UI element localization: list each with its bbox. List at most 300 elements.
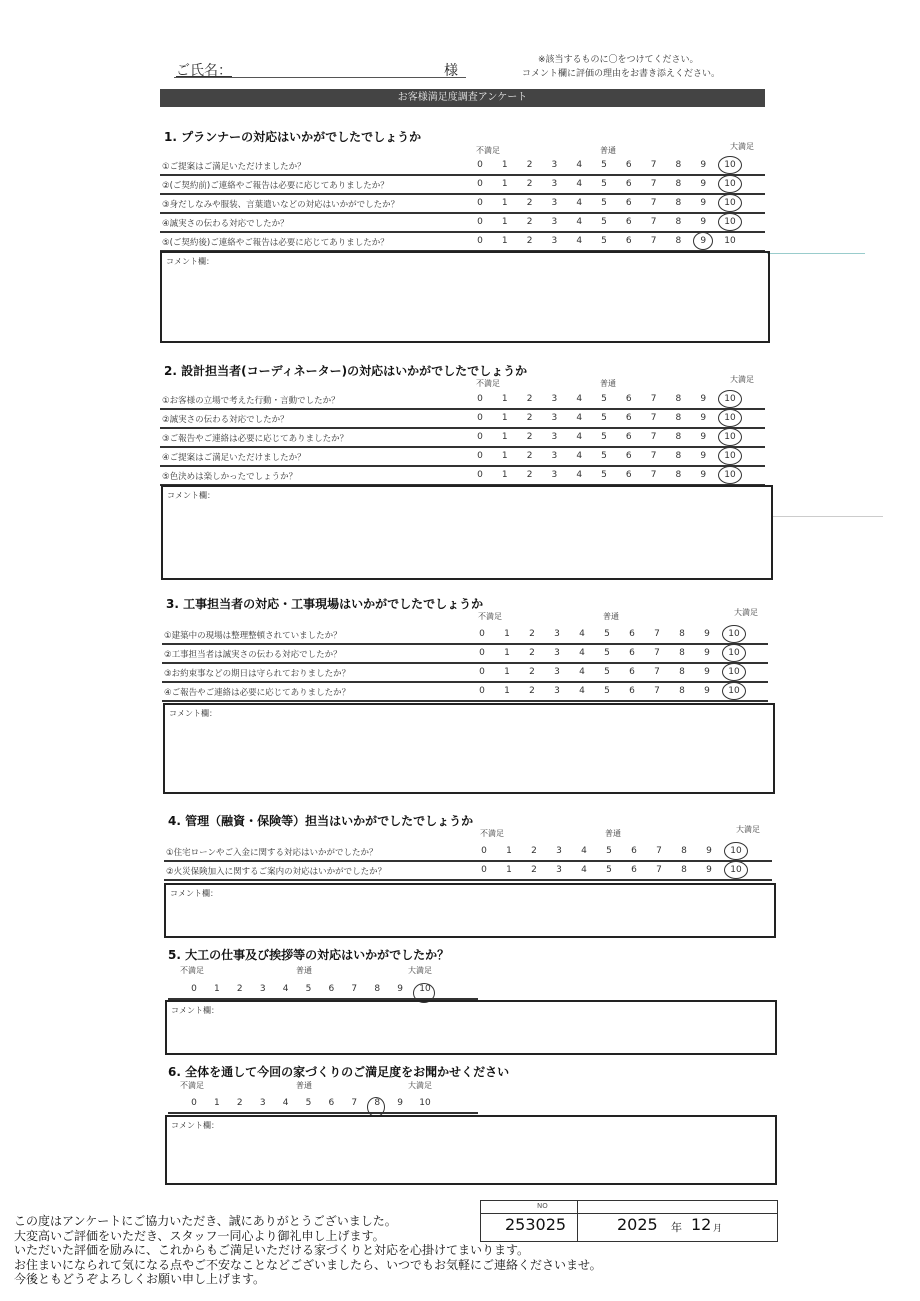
rating-option-2[interactable]: 2 <box>526 432 533 442</box>
rating-option-4[interactable]: 4 <box>581 846 587 856</box>
question-text: ④誠実さの伝わる対応でしたか？ <box>162 219 289 229</box>
rating-option-5[interactable]: 5 <box>601 179 607 189</box>
scale-mid-label: 普通 <box>600 146 616 155</box>
rating-option-4[interactable]: 4 <box>579 667 585 677</box>
stamp-no-label: NO <box>537 1202 548 1210</box>
question-row <box>160 214 765 233</box>
section-title[interactable]: 4. 管理（融資・保険等）担当はいかがでしたでしょうか <box>168 814 474 828</box>
rating-option-4[interactable]: 4 <box>579 686 585 696</box>
rating-option-5[interactable]: 5 <box>604 629 610 639</box>
rating-option-8[interactable]: 8 <box>675 432 682 442</box>
rating-option-10[interactable]: 10 <box>724 179 736 189</box>
rating-option-6[interactable]: 6 <box>625 470 632 480</box>
rating-option-0[interactable]: 0 <box>481 846 487 856</box>
scale-mid-label: 普通 <box>605 829 621 838</box>
rating-option-4[interactable]: 4 <box>581 865 587 875</box>
rating-option-5[interactable]: 5 <box>604 648 610 658</box>
rating-option-10[interactable]: 10 <box>728 686 740 696</box>
rating-option-9[interactable]: 9 <box>706 846 712 856</box>
question-row <box>160 391 765 410</box>
rating-option-5[interactable]: 5 <box>305 984 312 994</box>
question-row <box>162 664 768 683</box>
rating-option-1[interactable]: 1 <box>501 451 508 461</box>
scale-high-label: 大満足 <box>736 825 760 834</box>
rating-option-1[interactable]: 1 <box>506 846 512 856</box>
rating-option-2[interactable]: 2 <box>531 846 537 856</box>
rating-option-3[interactable]: 3 <box>259 984 266 994</box>
rating-option-10[interactable]: 10 <box>724 470 736 480</box>
rating-option-6[interactable]: 6 <box>328 984 335 994</box>
rating-option-2[interactable]: 2 <box>526 217 533 227</box>
footer-line: この度はアンケートにご協力いただき、誠にありがとうございました。 <box>14 1214 397 1228</box>
question-text: ①お客様の立場で考えた行動・言動でしたか？ <box>162 396 340 406</box>
rating-option-4[interactable]: 4 <box>576 236 583 246</box>
rating-option-5[interactable]: 5 <box>601 451 607 461</box>
rating-option-7[interactable]: 7 <box>650 179 657 189</box>
rating-option-6[interactable]: 6 <box>629 648 635 658</box>
rating-option-2[interactable]: 2 <box>526 160 533 170</box>
scan-artifact-line <box>773 516 883 517</box>
rating-option-6[interactable]: 6 <box>625 160 632 170</box>
rating-option-7[interactable]: 7 <box>654 686 660 696</box>
rating-option-10[interactable]: 10 <box>724 198 736 208</box>
rating-option-5[interactable]: 5 <box>601 470 607 480</box>
rating-option-4[interactable]: 4 <box>579 648 585 658</box>
question-row <box>160 157 765 176</box>
rating-option-10[interactable]: 10 <box>728 667 740 677</box>
rating-option-3[interactable]: 3 <box>556 865 562 875</box>
document-number: 253025 <box>505 1215 567 1234</box>
selected-rating-circle <box>718 175 742 193</box>
rating-option-7[interactable]: 7 <box>650 470 657 480</box>
rating-option-4[interactable]: 4 <box>576 160 583 170</box>
rating-option-10[interactable]: 10 <box>728 629 740 639</box>
rating-option-9[interactable]: 9 <box>700 236 707 246</box>
rating-option-7[interactable]: 7 <box>654 667 660 677</box>
rating-option-3[interactable]: 3 <box>554 667 560 677</box>
rating-option-0[interactable]: 0 <box>477 236 483 246</box>
rating-option-0[interactable]: 0 <box>477 198 483 208</box>
footer-line: 今後ともどうぞよろしくお願い申し上げます。 <box>14 1272 266 1286</box>
rating-option-4[interactable]: 4 <box>576 179 583 189</box>
rating-option-7[interactable]: 7 <box>654 629 660 639</box>
rating-option-2[interactable]: 2 <box>529 629 535 639</box>
rating-option-8[interactable]: 8 <box>679 686 685 696</box>
document-year: 2025 <box>617 1215 658 1234</box>
rating-option-3[interactable]: 3 <box>551 432 558 442</box>
rating-option-1[interactable]: 1 <box>501 413 508 423</box>
rating-option-10[interactable]: 10 <box>724 160 736 170</box>
rating-option-10[interactable]: 10 <box>724 217 736 227</box>
rating-option-9[interactable]: 9 <box>704 667 710 677</box>
rating-option-8[interactable]: 8 <box>675 413 682 423</box>
rating-option-6[interactable]: 6 <box>629 629 635 639</box>
rating-option-2[interactable]: 2 <box>526 236 533 246</box>
selected-rating-circle <box>367 1097 385 1117</box>
rating-option-10[interactable]: 10 <box>724 236 736 246</box>
instruction-note-2: コメント欄に評価の理由をお書き添えください。 <box>522 69 721 79</box>
rating-option-0[interactable]: 0 <box>479 629 485 639</box>
rating-option-3[interactable]: 3 <box>551 451 558 461</box>
rating-option-5[interactable]: 5 <box>604 686 610 696</box>
rating-option-3[interactable]: 3 <box>259 1098 266 1108</box>
rating-option-6[interactable]: 6 <box>629 667 635 677</box>
instruction-note-1: ※該当するものに〇をつけてください。 <box>538 55 699 65</box>
rating-option-1[interactable]: 1 <box>501 432 508 442</box>
rating-option-1[interactable]: 1 <box>506 865 512 875</box>
selected-rating-circle <box>718 156 742 174</box>
selected-rating-circle <box>724 842 748 860</box>
rating-option-4[interactable]: 4 <box>282 1098 289 1108</box>
rating-option-9[interactable]: 9 <box>704 686 710 696</box>
rating-option-10[interactable]: 10 <box>419 1098 431 1108</box>
rating-option-8[interactable]: 8 <box>675 236 682 246</box>
rating-option-2[interactable]: 2 <box>526 179 533 189</box>
question-text: ④ご提案はご満足いただけましたか？ <box>162 453 306 463</box>
rating-option-1[interactable]: 1 <box>501 236 508 246</box>
question-row <box>160 176 765 195</box>
stamp-header <box>481 1201 777 1214</box>
rating-option-7[interactable]: 7 <box>654 648 660 658</box>
rating-option-5[interactable]: 5 <box>601 236 607 246</box>
rating-option-8[interactable]: 8 <box>679 648 685 658</box>
rating-option-10[interactable]: 10 <box>419 984 431 994</box>
rating-option-0[interactable]: 0 <box>479 686 485 696</box>
rating-option-6[interactable]: 6 <box>631 865 637 875</box>
comment-label: コメント欄： <box>169 709 217 718</box>
rating-option-4[interactable]: 4 <box>576 451 583 461</box>
scale-mid-label: 普通 <box>296 966 312 975</box>
question-text: ②火災保険加入に関するご案内の対応はいかがでしたか？ <box>166 867 387 877</box>
comment-box[interactable] <box>163 703 775 794</box>
rating-option-1[interactable]: 1 <box>501 198 508 208</box>
rating-option-0[interactable]: 0 <box>477 394 483 404</box>
rating-option-1[interactable]: 1 <box>214 1098 220 1108</box>
selected-rating-circle <box>722 682 746 700</box>
rating-option-2[interactable]: 2 <box>526 470 533 480</box>
rating-option-9[interactable]: 9 <box>700 217 707 227</box>
rating-option-9[interactable]: 9 <box>700 432 707 442</box>
rating-option-0[interactable]: 0 <box>191 984 197 994</box>
rating-option-5[interactable]: 5 <box>601 394 607 404</box>
rating-option-9[interactable]: 9 <box>700 179 707 189</box>
rating-option-6[interactable]: 6 <box>328 1098 335 1108</box>
rating-option-8[interactable]: 8 <box>675 470 682 480</box>
rating-option-6[interactable]: 6 <box>625 394 632 404</box>
rating-option-8[interactable]: 8 <box>681 865 687 875</box>
rating-option-8[interactable]: 8 <box>681 846 687 856</box>
rating-option-9[interactable]: 9 <box>704 648 710 658</box>
rating-option-0[interactable]: 0 <box>477 413 483 423</box>
selected-rating-circle <box>722 644 746 662</box>
document-month: 12 <box>691 1215 712 1234</box>
rating-option-5[interactable]: 5 <box>601 198 607 208</box>
question-text: ②誠実さの伝わる対応でしたか？ <box>162 415 289 425</box>
rating-option-4[interactable]: 4 <box>282 984 289 994</box>
rating-option-1[interactable]: 1 <box>504 686 510 696</box>
question-row <box>162 645 768 664</box>
selected-rating-circle <box>718 428 742 446</box>
document-stamp-box <box>480 1200 778 1242</box>
comment-label: コメント欄： <box>171 1006 219 1015</box>
question-row <box>160 467 765 486</box>
year-unit: 年 <box>671 1221 682 1234</box>
selected-rating-circle <box>718 390 742 408</box>
rating-option-4[interactable]: 4 <box>576 432 583 442</box>
rating-option-0[interactable]: 0 <box>477 470 483 480</box>
rating-option-1[interactable]: 1 <box>501 394 508 404</box>
rating-option-10[interactable]: 10 <box>730 846 742 856</box>
rating-option-6[interactable]: 6 <box>625 432 632 442</box>
scale-high-label: 大満足 <box>730 142 754 151</box>
selected-rating-circle <box>718 194 742 212</box>
rating-option-9[interactable]: 9 <box>397 1098 403 1108</box>
rating-option-6[interactable]: 6 <box>625 413 632 423</box>
question-row <box>160 195 765 214</box>
rating-option-1[interactable]: 1 <box>501 217 508 227</box>
question-row <box>164 843 772 862</box>
rating-option-5[interactable]: 5 <box>601 413 607 423</box>
section-title[interactable]: 1. プランナーの対応はいかがでしたでしょうか <box>164 130 422 144</box>
rating-option-7[interactable]: 7 <box>650 198 657 208</box>
rating-option-3[interactable]: 3 <box>556 846 562 856</box>
question-row <box>160 233 765 252</box>
rating-option-5[interactable]: 5 <box>601 217 607 227</box>
scale-high-label: 大満足 <box>730 375 754 384</box>
rating-option-0[interactable]: 0 <box>477 217 483 227</box>
scale-high-label: 大満足 <box>408 1081 432 1090</box>
scale-low-label: 不満足 <box>480 829 504 838</box>
question-text: ②工事担当者は誠実さの伝わる対応でしたか？ <box>164 650 342 660</box>
rating-option-6[interactable]: 6 <box>625 217 632 227</box>
question-text: ⑤(ご契約後)ご連絡やご報告は必要に応じてありましたか？ <box>162 238 389 248</box>
rating-option-8[interactable]: 8 <box>675 217 682 227</box>
selected-rating-circle <box>724 861 748 879</box>
rating-option-7[interactable]: 7 <box>656 865 662 875</box>
selected-rating-circle <box>718 213 742 231</box>
rating-option-9[interactable]: 9 <box>700 470 707 480</box>
rating-option-6[interactable]: 6 <box>631 846 637 856</box>
comment-label: コメント欄： <box>171 1121 219 1130</box>
rating-option-1[interactable]: 1 <box>501 179 508 189</box>
scale-mid-label: 普通 <box>603 612 619 621</box>
rating-option-5[interactable]: 5 <box>606 865 612 875</box>
rating-option-9[interactable]: 9 <box>700 451 707 461</box>
rating-option-2[interactable]: 2 <box>526 198 533 208</box>
rating-option-1[interactable]: 1 <box>501 160 508 170</box>
question-text: ①建築中の現場は整理整頓されていましたか？ <box>164 631 342 641</box>
comment-label: コメント欄： <box>167 491 215 500</box>
rating-option-1[interactable]: 1 <box>504 667 510 677</box>
rating-option-8[interactable]: 8 <box>675 160 682 170</box>
rating-option-2[interactable]: 2 <box>236 1098 243 1108</box>
rating-option-3[interactable]: 3 <box>551 413 558 423</box>
rating-option-10[interactable]: 10 <box>724 394 736 404</box>
rating-option-7[interactable]: 7 <box>650 432 657 442</box>
rating-option-0[interactable]: 0 <box>477 451 483 461</box>
rating-option-4[interactable]: 4 <box>576 394 583 404</box>
rating-option-7[interactable]: 7 <box>650 394 657 404</box>
rating-option-10[interactable]: 10 <box>728 648 740 658</box>
selected-rating-circle <box>718 409 742 427</box>
name-underline <box>174 77 466 78</box>
question-row <box>160 410 765 429</box>
rating-option-0[interactable]: 0 <box>191 1098 197 1108</box>
comment-box[interactable] <box>165 1115 777 1185</box>
rating-option-10[interactable]: 10 <box>724 451 736 461</box>
rating-option-8[interactable]: 8 <box>675 451 682 461</box>
question-text: ④ご報告やご連絡は必要に応じてありましたか？ <box>164 688 351 698</box>
question-text: ③ご報告やご連絡は必要に応じてありましたか？ <box>162 434 349 444</box>
section-title: 5. 大工の仕事及び挨拶等の対応はいかがでしたか？ <box>168 948 450 962</box>
rating-option-3[interactable]: 3 <box>551 160 558 170</box>
rating-option-3[interactable]: 3 <box>551 394 558 404</box>
question-row <box>164 862 772 881</box>
rating-option-0[interactable]: 0 <box>477 432 483 442</box>
rating-option-8[interactable]: 8 <box>679 629 685 639</box>
rating-option-3[interactable]: 3 <box>551 179 558 189</box>
rating-option-0[interactable]: 0 <box>477 179 483 189</box>
month-unit: 月 <box>713 1224 723 1234</box>
rating-option-8[interactable]: 8 <box>675 179 682 189</box>
rating-option-7[interactable]: 7 <box>650 451 657 461</box>
rating-option-3[interactable]: 3 <box>554 686 560 696</box>
section-title[interactable]: 2. 設計担当者(コーディネーター)の対応はいかがでしたでしょうか <box>164 364 528 378</box>
rating-option-9[interactable]: 9 <box>700 160 707 170</box>
rating-option-3[interactable]: 3 <box>551 198 558 208</box>
comment-box[interactable] <box>164 883 776 938</box>
footer-line: お住まいになられて気になる点やご不安なことなどございましたら、いつでもお気軽にご連絡くださいませ。 <box>14 1257 602 1272</box>
rating-option-2[interactable]: 2 <box>236 984 243 994</box>
rating-option-6[interactable]: 6 <box>625 451 632 461</box>
scale-low-label: 不満足 <box>476 146 500 155</box>
rating-option-4[interactable]: 4 <box>576 470 583 480</box>
rating-option-0[interactable]: 0 <box>481 865 487 875</box>
comment-box[interactable] <box>160 251 770 343</box>
rating-option-1[interactable]: 1 <box>501 470 508 480</box>
rating-option-4[interactable]: 4 <box>576 413 583 423</box>
rating-option-2[interactable]: 2 <box>529 667 535 677</box>
question-text: ⑤色決めは楽しかったでしょうか？ <box>162 472 298 482</box>
scale-low-label: 不満足 <box>478 612 502 621</box>
question-text: ③身だしなみや服装、言葉遣いなどの対応はいかがでしたか？ <box>162 200 400 210</box>
rating-option-5[interactable]: 5 <box>601 432 607 442</box>
rating-option-2[interactable]: 2 <box>526 394 533 404</box>
rating-option-3[interactable]: 3 <box>554 648 560 658</box>
stamp-divider <box>577 1201 578 1241</box>
rating-option-1[interactable]: 1 <box>504 648 510 658</box>
rating-option-7[interactable]: 7 <box>650 217 657 227</box>
footer-line: いただいた評価を励みに、これからもご満足いただける家づくりと対応を心掛けてまいります。 <box>14 1243 530 1257</box>
comment-box[interactable] <box>165 1000 777 1055</box>
rating-option-0[interactable]: 0 <box>479 667 485 677</box>
selected-rating-circle <box>722 663 746 681</box>
rating-option-2[interactable]: 2 <box>531 865 537 875</box>
question-text: ②(ご契約前)ご連絡やご報告は必要に応じてありましたか？ <box>162 181 389 191</box>
honorific: 様 <box>444 63 458 79</box>
rating-option-6[interactable]: 6 <box>625 236 632 246</box>
rating-option-1[interactable]: 1 <box>504 629 510 639</box>
scale-low-label: 不満足 <box>476 379 500 388</box>
selected-rating-circle <box>718 447 742 465</box>
comment-label: コメント欄： <box>166 257 214 266</box>
section-title[interactable]: 3. 工事担当者の対応・工事現場はいかがでしたでしょうか <box>166 597 484 611</box>
question-text: ①ご提案はご満足いただけましたか？ <box>162 162 306 172</box>
rating-option-2[interactable]: 2 <box>529 686 535 696</box>
comment-box[interactable] <box>161 485 773 580</box>
rating-option-10[interactable]: 10 <box>724 432 736 442</box>
rating-option-7[interactable]: 7 <box>650 413 657 423</box>
rating-option-9[interactable]: 9 <box>706 865 712 875</box>
rating-option-7[interactable]: 7 <box>351 984 358 994</box>
rating-option-8[interactable]: 8 <box>679 667 685 677</box>
rating-option-7[interactable]: 7 <box>656 846 662 856</box>
rating-option-5[interactable]: 5 <box>606 846 612 856</box>
rating-option-7[interactable]: 7 <box>650 160 657 170</box>
rating-option-8[interactable]: 8 <box>374 984 381 994</box>
selected-rating-circle <box>718 466 742 484</box>
rating-option-2[interactable]: 2 <box>526 451 533 461</box>
selected-rating-circle <box>693 232 713 250</box>
rating-option-4[interactable]: 4 <box>576 217 583 227</box>
rating-option-5[interactable]: 5 <box>305 1098 312 1108</box>
rating-option-7[interactable]: 7 <box>650 236 657 246</box>
rating-option-10[interactable]: 10 <box>724 413 736 423</box>
scale-mid-label: 普通 <box>600 379 616 388</box>
rating-option-0[interactable]: 0 <box>479 648 485 658</box>
scale-high-label: 大満足 <box>408 966 432 975</box>
rating-option-6[interactable]: 6 <box>625 198 632 208</box>
rating-option-6[interactable]: 6 <box>625 179 632 189</box>
scale-high-label: 大満足 <box>734 608 758 617</box>
rating-option-1[interactable]: 1 <box>214 984 220 994</box>
question-row <box>162 626 768 645</box>
rating-option-4[interactable]: 4 <box>579 629 585 639</box>
rating-option-3[interactable]: 3 <box>551 470 558 480</box>
scale-low-label: 不満足 <box>180 1081 204 1090</box>
question-text: ①住宅ローンやご入金に関する対応はいかがでしたか？ <box>166 848 378 858</box>
rating-option-9[interactable]: 9 <box>700 413 707 423</box>
comment-label: コメント欄： <box>170 889 218 898</box>
scale-underline <box>168 1112 478 1114</box>
rating-option-3[interactable]: 3 <box>554 629 560 639</box>
rating-option-9[interactable]: 9 <box>700 198 707 208</box>
rating-option-2[interactable]: 2 <box>526 413 533 423</box>
rating-option-3[interactable]: 3 <box>551 236 558 246</box>
survey-banner: お客様満足度調査アンケート <box>160 89 765 107</box>
rating-option-9[interactable]: 9 <box>704 629 710 639</box>
rating-option-10[interactable]: 10 <box>730 865 742 875</box>
question-row <box>162 683 768 702</box>
rating-option-9[interactable]: 9 <box>700 394 707 404</box>
rating-option-2[interactable]: 2 <box>529 648 535 658</box>
rating-option-4[interactable]: 4 <box>576 198 583 208</box>
scale-low-label: 不満足 <box>180 966 204 975</box>
rating-option-5[interactable]: 5 <box>601 160 607 170</box>
rating-option-8[interactable]: 8 <box>675 198 682 208</box>
rating-option-9[interactable]: 9 <box>397 984 403 994</box>
rating-option-8[interactable]: 8 <box>675 394 682 404</box>
scan-artifact-line <box>767 253 865 254</box>
rating-option-7[interactable]: 7 <box>351 1098 358 1108</box>
section-title: 6. 全体を通して今回の家づくりのご満足度をお聞かせください <box>168 1065 510 1079</box>
selected-rating-circle <box>722 625 746 643</box>
rating-option-0[interactable]: 0 <box>477 160 483 170</box>
rating-option-6[interactable]: 6 <box>629 686 635 696</box>
rating-option-8[interactable]: 8 <box>374 1098 381 1108</box>
rating-option-3[interactable]: 3 <box>551 217 558 227</box>
rating-option-5[interactable]: 5 <box>604 667 610 677</box>
